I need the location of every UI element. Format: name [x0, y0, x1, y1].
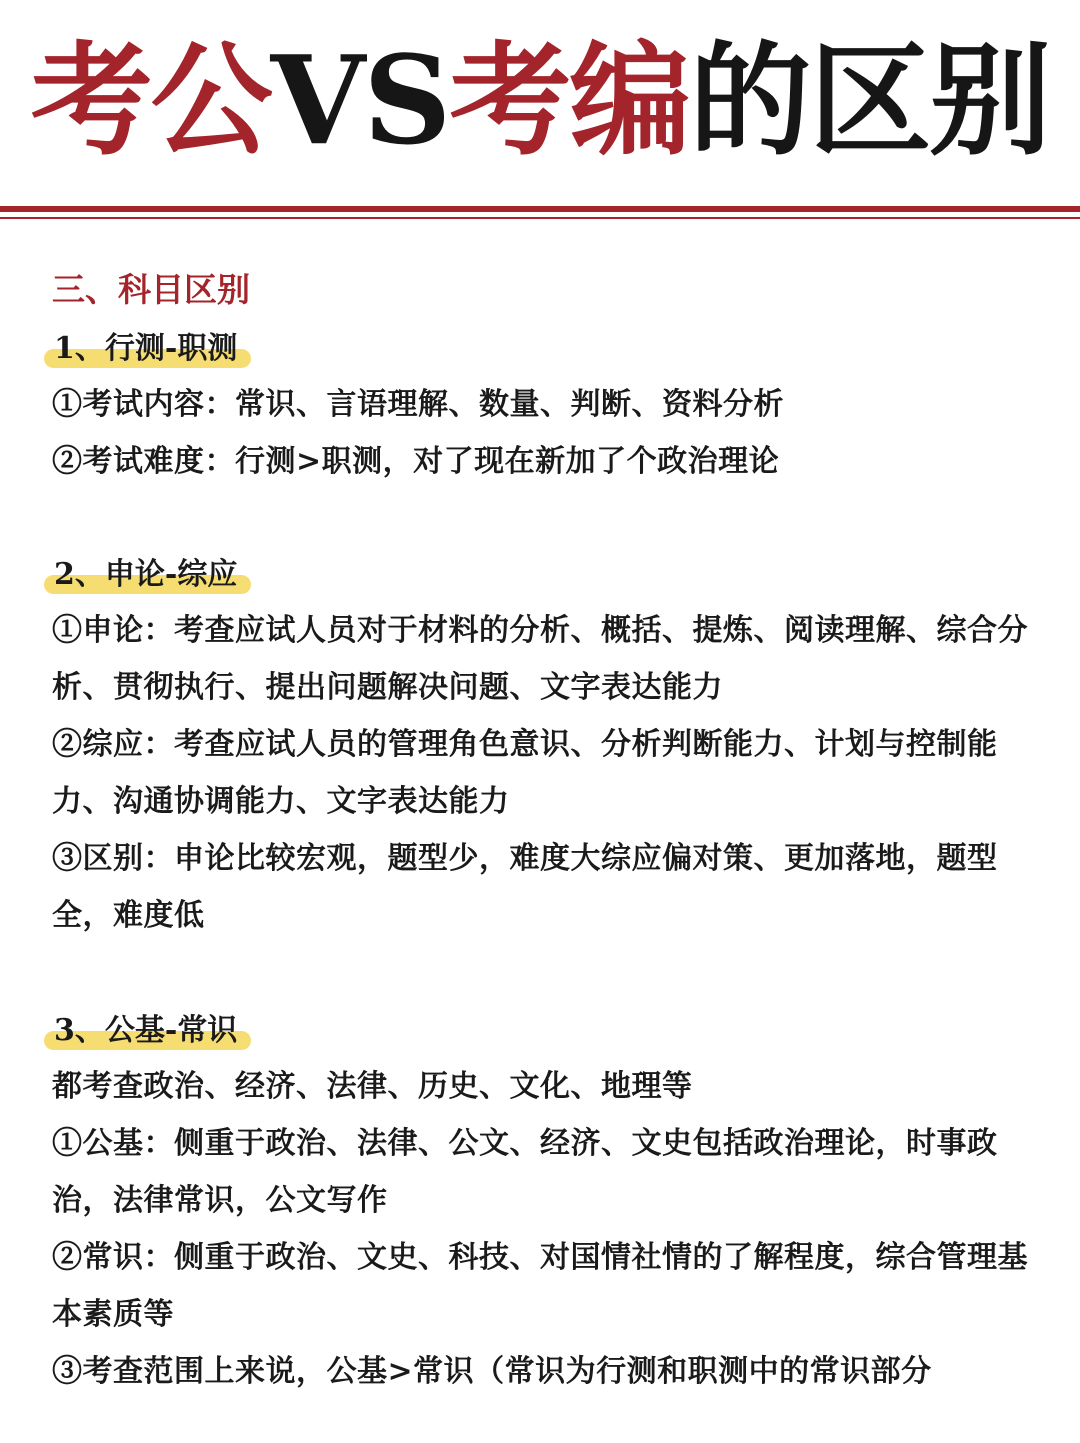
- subsection-3-header: [52, 1004, 1042, 1058]
- page-title: [0, 30, 1080, 170]
- title-part-kaogong: 考公: [30, 28, 271, 172]
- subsection-2-header: [52, 548, 1042, 602]
- title-divider-thin: [0, 217, 1080, 219]
- paragraph: ③区别：申论比较宏观，题型少，难度大综应偏对策、更加落地，题型全，难度低: [52, 841, 998, 933]
- title-divider-thick: [0, 206, 1080, 212]
- subsection-heading-shenlun: 2、申论-综应: [52, 548, 247, 602]
- title-part-kaobian: 考编: [449, 28, 690, 172]
- subsection-heading-gongji: 3、公基-常识: [52, 1004, 247, 1058]
- paragraph: ②考试难度：行测>职测，对了现在新加了个政治理论: [52, 444, 780, 479]
- paragraph: ①申论：考查应试人员对于材料的分析、概括、提炼、阅读理解、综合分析、贯彻执行、提出问题解决问题、文字表达能力: [52, 613, 1028, 705]
- section-heading: 三、科目区别: [52, 270, 250, 309]
- paragraph: 都考查政治、经济、法律、历史、文化、地理等: [52, 1069, 693, 1104]
- paragraph: ②常识：侧重于政治、文史、科技、对国情社情的了解程度，综合管理基本素质等: [52, 1240, 1028, 1332]
- paragraph: ①公基：侧重于政治、法律、公文、经济、文史包括政治理论，时事政治，法律常识，公文写作: [52, 1126, 998, 1218]
- paragraph: ②综应：考查应试人员的管理角色意识、分析判断能力、计划与控制能力、沟通协调能力、文字表达能力: [52, 727, 998, 819]
- spacer: [52, 944, 1042, 1004]
- spacer: [52, 490, 1042, 548]
- title-part-vs: VS: [270, 28, 450, 172]
- title-part-difference: 的区别: [689, 28, 1050, 172]
- paragraph: ①考试内容：常识、言语理解、数量、判断、资料分析: [52, 387, 784, 422]
- paragraph: ③考查范围上来说，公基>常识（常识为行测和职测中的常识部分: [52, 1354, 932, 1389]
- article-body: [52, 264, 1042, 1400]
- subsection-1-header: [52, 322, 1042, 376]
- subsection-heading-xingce: 1、行测-职测: [52, 322, 247, 376]
